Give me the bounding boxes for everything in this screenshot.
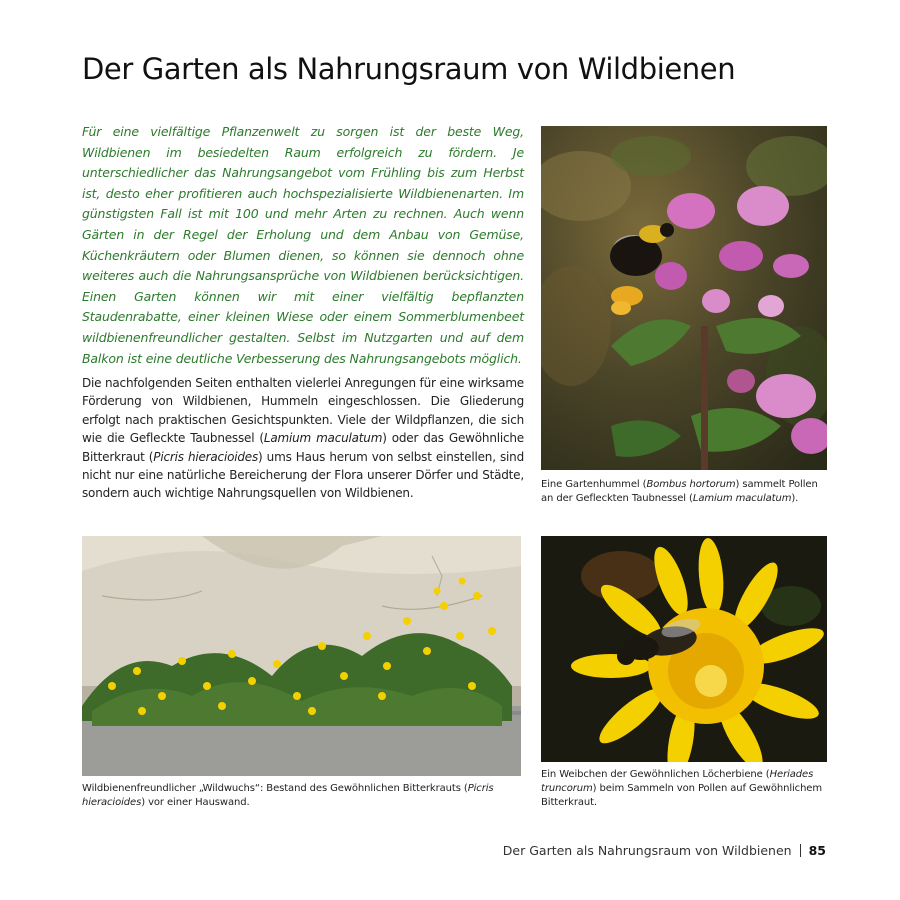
species-name: Picris hieracioides — [82, 783, 494, 808]
body-text-part: Die nachfolgenden Seiten enthalten vielerlei Anregungen für eine wirksame Förderung von Wildbienen, Hummeln eingeschlossen. Die Gliederung erfolgt nach praktischen Gesichtspunkten. Viele der Wildpflanzen, die sich wie die Gefleckte Taubnessel ( — [82, 376, 524, 446]
wall-caption — [82, 782, 521, 810]
species-name: Picris hieracioides — [153, 449, 259, 464]
body-text-part: ) oder das Gewöhnliche Bitterkraut ( — [82, 431, 524, 464]
species-name: Lamium maculatum — [263, 431, 383, 446]
caption-text-part: Eine Gartenhummel ( — [541, 479, 647, 490]
bee-on-yellow-flower-photo — [541, 536, 827, 762]
page-footer — [503, 843, 826, 858]
running-title: Der Garten als Nahrungsraum von Wildbienen — [502, 843, 792, 858]
footer-divider — [800, 844, 801, 857]
caption-text-part: ). — [791, 493, 799, 504]
page-title: Der Garten als Nahrungsraum von Wildbienen — [82, 52, 736, 86]
body-text-part: ) ums Haus herum von selbst einstellen, sind nicht nur eine natürliche Bereicherung der Flora unserer Dörfer und Städte, sondern auch wichtige Nahrungsquellen von Wildbienen. — [82, 449, 524, 501]
page-number: 85 — [808, 843, 826, 858]
sunflower-caption — [541, 768, 827, 810]
caption-text-part: ) beim Sammeln von Pollen auf Gewöhnlichem Bitterkraut. — [541, 783, 823, 808]
caption-text-part: Wildbienenfreundlicher „Wildwuchs“: Bestand des Gewöhnlichen Bitterkrauts ( — [82, 783, 468, 794]
species-name: Heriades truncorum — [541, 769, 814, 794]
body-paragraph — [82, 374, 524, 503]
bumblebee-photo — [541, 126, 827, 470]
caption-text-part: ) sammelt Pollen an der Gefleckten Taubnessel ( — [541, 479, 818, 504]
caption-text-part: Ein Weibchen der Gewöhnlichen Löcherbiene ( — [541, 769, 770, 780]
intro-paragraph: Für eine vielfältige Pflanzenwelt zu sorgen ist der beste Weg, Wildbienen im besiedelten Raum erfolgreich zu fördern. Je unterschiedlicher das Nahrungsangebot vom Frühling bis zum Herbst ist, desto eher profitieren auch hochspezialisierte Wildbienenarten. Im günstigsten Fall ist mit 100 und mehr Arten zu rechnen. Auch wenn Gärten in der Regel der Erholung und dem Anbau von Gemüse, Küchenkräutern oder Blumen dienen, so können sie dennoch ohne weiteres auch die Nahrungsansprüche von Wildbienen berücksichtigen. Einen Garten können wir mit einer vielfältig bepflanzten Staudenrabatte, einer kleinen Wiese oder einem Sommerblumenbeet wildbienenfreundlicher gestalten. Selbst im Nutzgarten und auf dem Balkon ist eine deutliche Verbesserung des Nahrungsangebots möglich. — [82, 124, 524, 366]
caption-text-part: ) vor einer Hauswand. — [141, 797, 250, 808]
species-name: Bombus hortorum — [646, 479, 736, 490]
wall-wildflowers-photo — [82, 536, 521, 776]
species-name: Lamium maculatum — [692, 493, 792, 504]
bumblebee-caption — [541, 478, 827, 506]
